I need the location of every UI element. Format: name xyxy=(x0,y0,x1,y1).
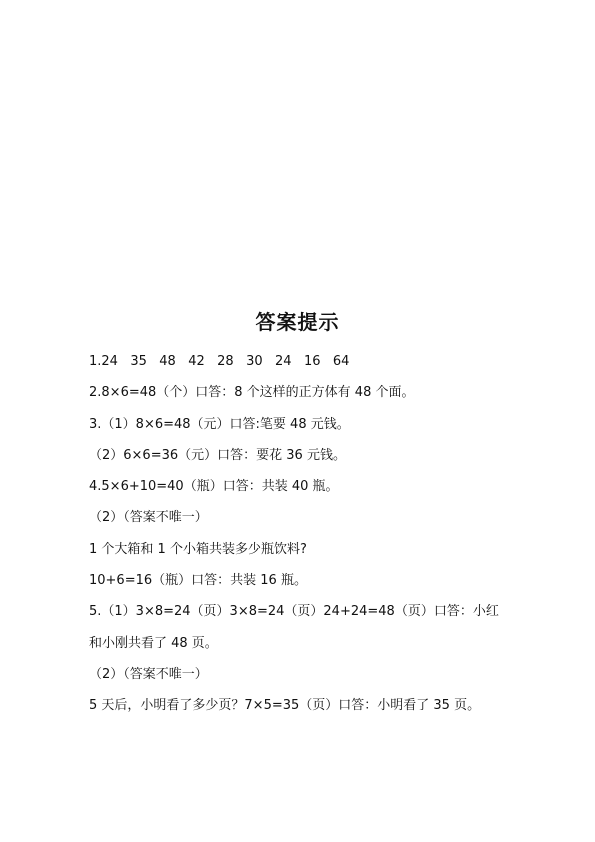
answer-line-3: 3.（1）8×6=48（元）口答:笔要 48 元钱。 xyxy=(89,416,350,432)
answer-line-5-part-2: （2）（答案不唯一） xyxy=(89,666,208,682)
answer-line-5: 5.（1）3×8=24（页）3×8=24（页）24+24=48（页）口答：小红 xyxy=(89,604,499,620)
answer-line-4-solution: 10+6=16（瓶）口答：共装 16 瓶。 xyxy=(89,573,307,589)
answer-line-1: 1.24 35 48 42 28 30 24 16 64 xyxy=(89,354,350,369)
answer-line-3-part-2: （2）6×6=36（元）口答：要花 36 元钱。 xyxy=(89,447,346,463)
answer-line-5-solution: 5 天后，小明看了多少页？7×5=35（页）口答：小明看了 35 页。 xyxy=(89,698,481,714)
page-title: 答案提示 xyxy=(255,310,340,334)
answer-line-4: 4.5×6+10=40（瓶）口答：共装 40 瓶。 xyxy=(89,479,339,495)
answer-line-2: 2.8×6=48（个）口答：8 个这样的正方体有 48 个面。 xyxy=(89,385,415,401)
answer-lines xyxy=(89,346,569,722)
answer-line-4-part-2: （2）（答案不唯一） xyxy=(89,510,208,526)
answer-line-5-continued: 和小刚共看了 48 页。 xyxy=(89,635,218,651)
answer-line-4-question: 1 个大箱和 1 个小箱共装多少瓶饮料? xyxy=(89,541,307,557)
